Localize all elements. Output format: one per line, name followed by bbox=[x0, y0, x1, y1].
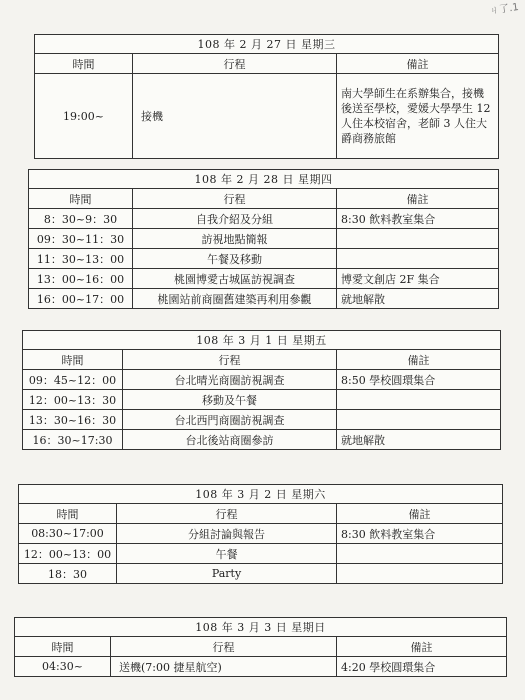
day-title: 108 年 2 月 27 日 星期三 bbox=[35, 35, 499, 54]
header-notes: 備註 bbox=[337, 189, 499, 209]
table-row bbox=[23, 390, 501, 410]
header-notes: 備註 bbox=[337, 54, 499, 74]
notes-cell bbox=[337, 410, 501, 430]
table-row bbox=[23, 430, 501, 450]
notes-cell: 8:50 學校圓環集合 bbox=[337, 370, 501, 390]
schedule-table-feb28 bbox=[28, 169, 499, 309]
day-title: 108 年 3 月 3 日 星期日 bbox=[15, 618, 507, 637]
header-time: 時間 bbox=[35, 54, 133, 74]
table-row bbox=[15, 657, 507, 677]
table-row bbox=[23, 370, 501, 390]
header-notes: 備註 bbox=[337, 504, 503, 524]
time-cell: 8：30~9：30 bbox=[29, 209, 133, 229]
day-title: 108 年 3 月 1 日 星期五 bbox=[23, 331, 501, 350]
table-row bbox=[23, 410, 501, 430]
time-cell: 13：00~16：00 bbox=[29, 269, 133, 289]
notes-cell: 南大學師生在系辦集合，接機後送至學校，愛媛大學學生 12 人住本校宿舍，老師 3 人住大爵商務旅館 bbox=[337, 74, 499, 159]
notes-cell: 4:20 學校圓環集合 bbox=[337, 657, 507, 677]
time-cell: 12：00~13：30 bbox=[23, 390, 123, 410]
notes-cell bbox=[337, 564, 503, 584]
notes-cell bbox=[337, 249, 499, 269]
schedule-cell: 接機 bbox=[133, 74, 337, 159]
header-schedule: 行程 bbox=[133, 54, 337, 74]
header-schedule: 行程 bbox=[111, 637, 337, 657]
time-cell: 08:30~17:00 bbox=[19, 524, 117, 544]
table-row bbox=[19, 524, 503, 544]
notes-cell bbox=[337, 544, 503, 564]
time-cell: 12：00~13：00 bbox=[19, 544, 117, 564]
notes-cell: 8:30 飲料教室集合 bbox=[337, 209, 499, 229]
schedule-table-mar3 bbox=[14, 617, 507, 677]
schedule-cell: 自我介紹及分組 bbox=[133, 209, 337, 229]
schedule-cell: 訪視地點簡報 bbox=[133, 229, 337, 249]
notes-cell: 博愛文創店 2F 集合 bbox=[337, 269, 499, 289]
header-time: 時間 bbox=[15, 637, 111, 657]
time-cell: 09：30~11：30 bbox=[29, 229, 133, 249]
header-time: 時間 bbox=[29, 189, 133, 209]
table-row bbox=[29, 209, 499, 229]
schedule-table-mar2 bbox=[18, 484, 503, 584]
schedule-cell: 台北晴光商圈訪視調查 bbox=[123, 370, 337, 390]
header-time: 時間 bbox=[19, 504, 117, 524]
table-row bbox=[29, 289, 499, 309]
table-row bbox=[19, 564, 503, 584]
table-row bbox=[35, 74, 499, 159]
day-title: 108 年 3 月 2 日 星期六 bbox=[19, 485, 503, 504]
schedule-table-feb27 bbox=[34, 34, 499, 159]
schedule-cell: 桃園博愛古城區訪視調查 bbox=[133, 269, 337, 289]
table-row bbox=[19, 544, 503, 564]
header-notes: 備註 bbox=[337, 350, 501, 370]
schedule-cell: 分組討論與報告 bbox=[117, 524, 337, 544]
time-cell: 11：30~13：00 bbox=[29, 249, 133, 269]
time-cell: 09：45~12：00 bbox=[23, 370, 123, 390]
notes-cell: 就地解散 bbox=[337, 289, 499, 309]
table-row bbox=[29, 249, 499, 269]
schedule-cell: Party bbox=[117, 564, 337, 584]
header-schedule: 行程 bbox=[123, 350, 337, 370]
notes-cell: 8:30 飲料教室集合 bbox=[337, 524, 503, 544]
schedule-cell: 午餐及移動 bbox=[133, 249, 337, 269]
schedule-cell: 送機(7:00 捷星航空) bbox=[111, 657, 337, 677]
schedule-cell: 台北後站商圈參訪 bbox=[123, 430, 337, 450]
time-cell: 16：00~17：00 bbox=[29, 289, 133, 309]
schedule-cell: 桃園站前商圈舊建築再利用參觀 bbox=[133, 289, 337, 309]
header-schedule: 行程 bbox=[133, 189, 337, 209]
table-row bbox=[29, 269, 499, 289]
time-cell: 18：30 bbox=[19, 564, 117, 584]
header-time: 時間 bbox=[23, 350, 123, 370]
time-cell: 13：30~16：30 bbox=[23, 410, 123, 430]
page-corner-mark: ㄐ了.1 bbox=[489, 1, 520, 17]
schedule-cell: 台北西門商圈訪視調查 bbox=[123, 410, 337, 430]
day-title: 108 年 2 月 28 日 星期四 bbox=[29, 170, 499, 189]
header-schedule: 行程 bbox=[117, 504, 337, 524]
header-notes: 備註 bbox=[337, 637, 507, 657]
time-cell: 19:00~ bbox=[35, 74, 133, 159]
table-row bbox=[29, 229, 499, 249]
notes-cell bbox=[337, 229, 499, 249]
schedule-table-mar1 bbox=[22, 330, 501, 450]
schedule-cell: 午餐 bbox=[117, 544, 337, 564]
notes-cell bbox=[337, 390, 501, 410]
schedule-cell: 移動及午餐 bbox=[123, 390, 337, 410]
time-cell: 16：30~17:30 bbox=[23, 430, 123, 450]
time-cell: 04:30~ bbox=[15, 657, 111, 677]
notes-cell: 就地解散 bbox=[337, 430, 501, 450]
